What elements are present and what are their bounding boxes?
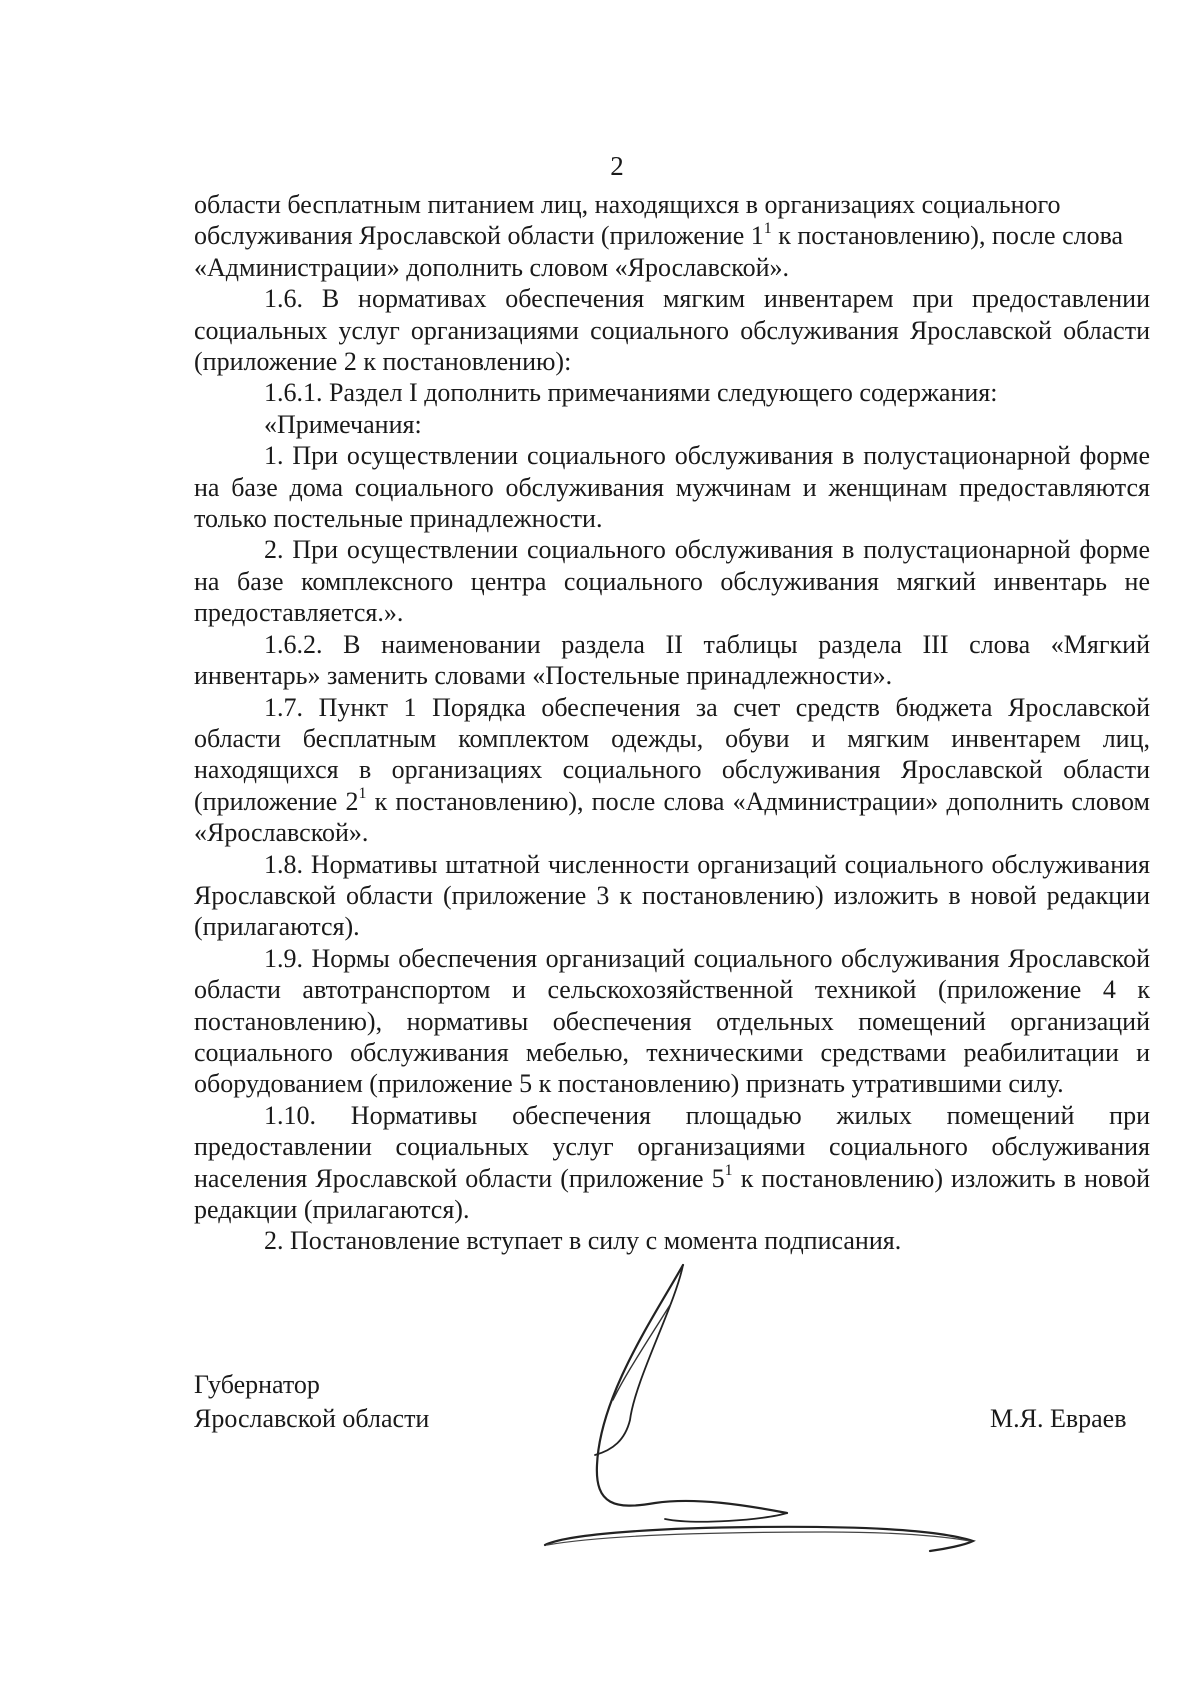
- signatory-position: [194, 1368, 429, 1436]
- superscript: 1: [763, 219, 772, 237]
- paragraph-1-8: 1.8. Нормативы штатной численности организаций социального обслуживания Ярославской области (приложение 3 к постановлению) изложить в новой редакции (прилагаются).: [194, 849, 1150, 942]
- paragraph-text: 1.10. Нормативы обеспечения площадью жилых помещений при предоставлении социальных услуг организациями социального обслуживания населения Ярославской области (приложение 5: [194, 1100, 1150, 1193]
- paragraph-notes-heading: «Примечания:: [264, 409, 422, 439]
- paragraph-2: 2. Постановление вступает в силу с момента подписания.: [264, 1226, 902, 1256]
- position-line-1: Губернатор: [194, 1370, 320, 1399]
- paragraph-1-6-2: 1.6.2. В наименовании раздела II таблицы раздела III слова «Мягкий инвентарь» заменить словами «Постельные принадлежности».: [194, 629, 1150, 691]
- paragraph-tail: к постановлению) изложить в новой редакции (прилагаются).: [194, 1163, 1151, 1224]
- paragraph-note-2: 2. При осуществлении социального обслуживания в полустационарной форме на базе комплексного центра социального обслуживания мягкий инвентарь не предоставляется.».: [194, 535, 1150, 628]
- superscript: 1: [724, 1161, 733, 1179]
- paragraph-1-6-1: 1.6.1. Раздел I дополнить примечаниями следующего содержания:: [264, 378, 998, 408]
- position-line-2: Ярославской области: [194, 1404, 430, 1433]
- handwritten-signature: [525, 1235, 1085, 1555]
- page-number: 2: [610, 151, 624, 181]
- paragraph-continuation: [194, 189, 1150, 283]
- superscript: 1: [358, 785, 367, 803]
- paragraph-tail: к постановлению), после слова «Администрации» дополнить словом «Ярославской».: [194, 786, 1150, 848]
- paragraph-note-1: 1. При осуществлении социального обслуживания в полустационарной форме на базе дома социального обслуживания мужчинам и женщинам предоставляются только постельные принадлежности.: [194, 441, 1150, 534]
- paragraph-1-9: 1.9. Нормы обеспечения организаций социального обслуживания Ярославской области автотранспортом и сельскохозяйственной техникой (приложение 4 к постановлению), нормативы обеспечения отдельных помещений организаций социального обслуживания мебелью, техническими средствами реабилитации и оборудованием (приложение 5 к постановлению) признать утратившими силу.: [194, 943, 1150, 1099]
- paragraph-tail: к постановлению), после слова «Администрации» дополнить словом «Ярославской».: [194, 221, 1124, 282]
- paragraph-1-6: 1.6. В нормативах обеспечения мягким инвентарем при предоставлении социальных услуг организациями социального обслуживания Ярославской области (приложение 2 к постановлению):: [194, 284, 1150, 377]
- paragraph-text: области бесплатным питанием лиц, находящихся в организациях социального обслуживания Ярославской области (приложение 1: [194, 190, 1061, 251]
- document-body: [194, 189, 1150, 1257]
- paragraph-1-7: [194, 692, 1150, 849]
- signatory-name: М.Я. Евраев: [990, 1404, 1127, 1433]
- paragraph-text: 1.7. Пункт 1 Порядка обеспечения за счет средств бюджета Ярославской области бесплатным комплектом одежды, обуви и мягким инвентарем лиц, находящихся в организациях социального обслуживания Ярославской области (приложение 2: [194, 692, 1150, 816]
- paragraph-1-10: [194, 1100, 1150, 1226]
